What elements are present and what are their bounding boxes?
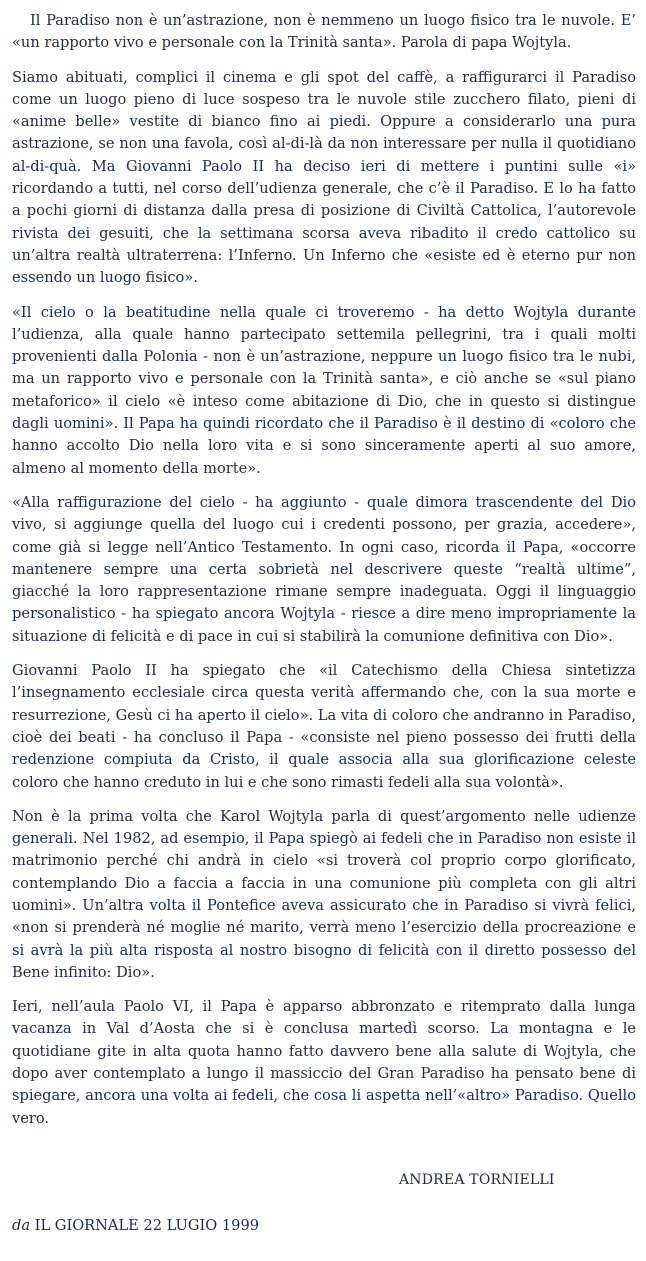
article-paragraph-3: «Il cielo o la beatitudine nella quale ci troveremo - ha detto Wojtyla durante l’udienza, alla quale hanno partecipato settemila pellegrini, tra i quali molti provenienti dalla Polonia - non è un’astrazione, neppure un luogo fisico tra le nubi, ma un rapporto vivo e personale con la Trinità santa», e ciò anche se «sul piano metaforico» il cielo «è inteso come abitazione di Dio, che in questo si distingue dagli uomini». Il Papa ha quindi ricordato che il Paradiso è il destino di «coloro che hanno accolto Dio nella loro vita e si sono sinceramente aperti al suo amore, almeno al momento della morte».: [12, 303, 636, 477]
article-source-text: IL GIORNALE 22 LUGIO 1999: [30, 1217, 260, 1234]
article-paragraph-2: Siamo abituati, complici il cinema e gli spot del caffè, a raffigurarci il Paradiso come un luogo pieno di luce sospeso tra le nuvole stile zucchero filato, pieni di «anime belle» vestite di bianco fino ai piedi. Oppure a considerarlo una pura astrazione, se non una favola, così al-di-là da non interessare per nulla il quotidiano al-di-quà. Ma Giovanni Paolo II ha deciso ieri di mettere i puntini sulle «i» ricordando a tutti, nel corso dell’udienza generale, che c’è il Paradiso. E lo ha fatto a pochi giorni di distanza dalla presa di posizione di Civiltà Cattolica, l’autorevole rivista dei gesuiti, che la settimana scorsa aveva ribadito il credo cattolico su un’altra realtà ultraterrena: l’Inferno. Un Inferno che «esiste ed è eterno pur non essendo un luogo fisico».: [12, 68, 636, 287]
article-source: [12, 1217, 259, 1234]
article-paragraph-4: «Alla raffigurazione del cielo - ha aggiunto - quale dimora trascendente del Dio vivo, si aggiunge quella del luogo cui i credenti possono, per grazia, accedere», come già si legge nell’Antico Testamento. In ogni caso, ricorda il Papa, «occorre mantenere sempre una certa sobrietà nel descrivere queste “realtà ultime”, giacché la loro rappresentazione rimane sempre inadeguata. Oggi il linguaggio personalistico - ha spiegato ancora Wojtyla - riesce a dire meno impropriamente la situazione di felicità e di pace in cui si stabilirà la comunione definitiva con Dio».: [12, 493, 636, 645]
article-paragraph-1: Il Paradiso non è un’astrazione, non è nemmeno un luogo fisico tra le nuvole. E’ «un rapporto vivo e personale con la Trinità santa». Parola di papa Wojtyla.: [12, 12, 636, 52]
article-paragraph-5: Giovanni Paolo II ha spiegato che «il Catechismo della Chiesa sintetizza l’insegnamento ecclesiale circa questa verità affermando che, con la sua morte e resurrezione, Gesù ci ha aperto il cielo». La vita di coloro che andranno in Paradiso, cioè dei beati - ha concluso il Papa - «consiste nel pieno possesso dei frutti della redenzione compiuta da Cristo, il quale associa alla sua glorificazione celeste coloro che hanno creduto in lui e che sono rimasti fedeli alla sua volontà».: [12, 662, 636, 791]
article-body: [12, 10, 636, 1142]
article-source-prefix: da: [12, 1217, 31, 1234]
article-author: ANDREA TORNIELLI: [399, 1172, 555, 1188]
article-paragraph-7: Ieri, nell’aula Paolo VI, il Papa è apparso abbronzato e ritemprato dalla lunga vacanza in Val d’Aosta che si è conclusa martedì scorso. La montagna e le quotidiane gite in alta quota hanno fatto davvero bene alla salute di Wojtyla, che dopo aver contemplato a lungo il massiccio del Gran Paradiso ha pensato bene di spiegare, ancora una volta ai fedeli, che cosa li aspetta nell’«altro» Paradiso. Quello vero.: [12, 998, 636, 1127]
article-paragraph-6: Non è la prima volta che Karol Wojtyla parla di quest’argomento nelle udienze generali. Nel 1982, ad esempio, il Papa spiegò ai fedeli che in Paradiso non esiste il matrimonio perché chi andrà in cielo «si troverà col proprio corpo glorificato, contemplando Dio a faccia a faccia in una comunione più completa con gli altri uomini». Un’altra volta il Pontefice aveva assicurato che in Paradiso si vivrà felici, «non si prenderà né moglie né marito, verrà meno l’esercizio della procreazione e si avrà la più alta risposta al nostro bisogno di felicità con il diretto possesso del Bene infinito: Dio».: [12, 807, 636, 981]
